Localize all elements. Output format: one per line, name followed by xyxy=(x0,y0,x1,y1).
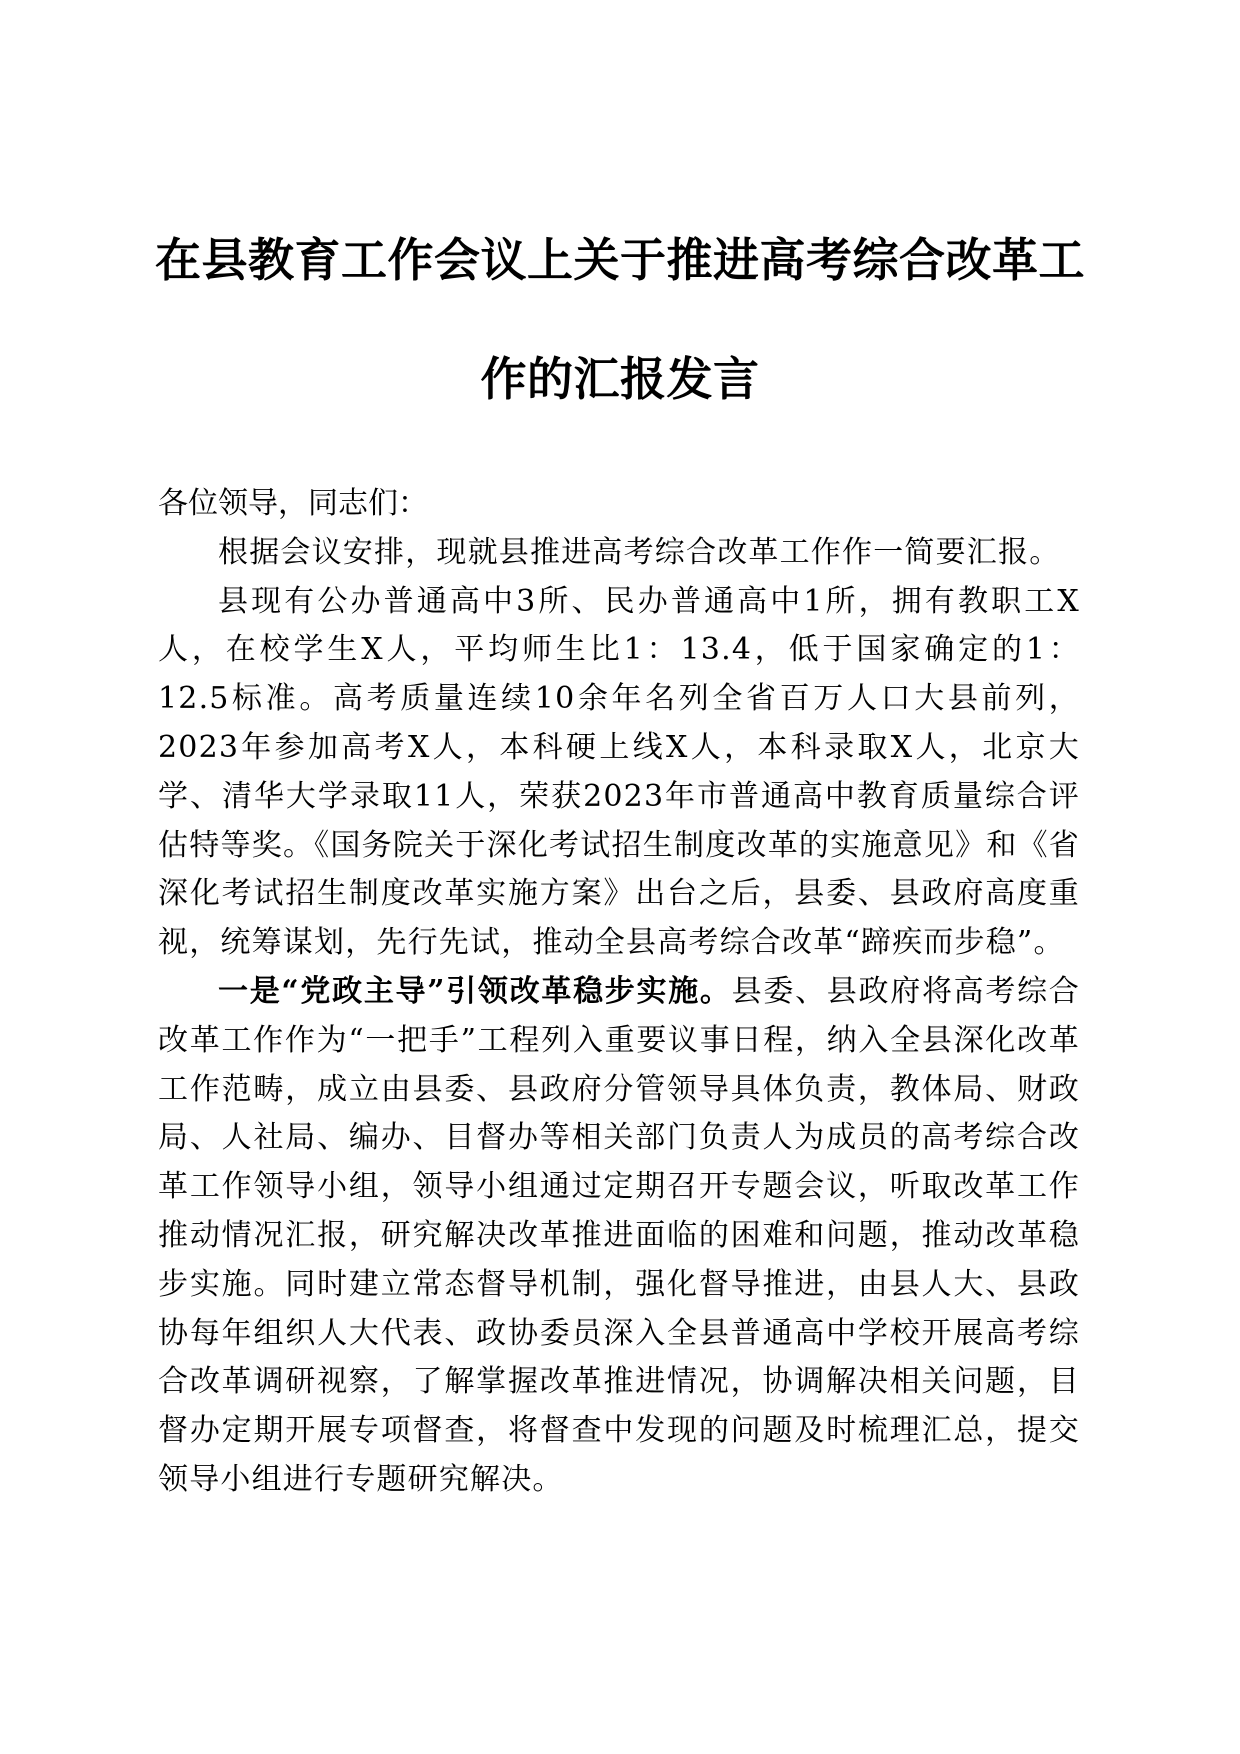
document-title-line-2: 作的汇报发言 xyxy=(480,352,760,406)
document-body xyxy=(158,480,1080,1505)
paragraph-point-one xyxy=(158,968,1080,1505)
salutation: 各位领导，同志们： xyxy=(158,486,428,521)
paragraph-intro: 根据会议安排，现就县推进高考综合改革工作作一简要汇报。 xyxy=(218,534,1061,570)
paragraph-overview: 县现有公办普通高中3所、民办普通高中1所，拥有教职工X人，在校学生X人，平均师生比1：13.4，低于国家确定的1：12.5标准。高考质量连续10余年名列全省百万人口大县前列，2023年参加高考X人，本科硬上线X人，本科录取X人，北京大学、清华大学录取11人，荣获2023年市普通高中教育质量综合评估特等奖。《国务院关于深化考试招生制度改革的实施意见》和《省深化考试招生制度改革实施方案》出台之后，县委、县政府高度重视，统筹谋划，先行先试，推动全县高考综合改革“蹄疾而步稳”。 xyxy=(158,583,1080,961)
paragraph-point-one-text: 县委、县政府将高考综合改革工作作为“一把手”工程列入重要议事日程，纳入全县深化改革工作范畴，成立由县委、县政府分管领导具体负责，教体局、财政局、人社局、编办、目督办等相关部门负责人为成员的高考综合改革工作领导小组，领导小组通过定期召开专题会议，听取改革工作推动情况汇报，研究解决改革推进面临的困难和问题，推动改革稳步实施。同时建立常态督导机制，强化督导推进，由县人大、县政协每年组织人大代表、政协委员深入全县普通高中学校开展高考综合改革调研视察，了解掌握改革推进情况，协调解决相关问题，目督办定期开展专项督查，将督查中发现的问题及时梳理汇总，提交领导小组进行专题研究解决。 xyxy=(158,973,1080,1497)
document-title-line-1: 在县教育工作会议上关于推进高考综合改革工 xyxy=(155,233,1085,287)
paragraph-point-one-lead: 一是“党政主导”引领改革稳步实施。 xyxy=(218,973,732,1009)
